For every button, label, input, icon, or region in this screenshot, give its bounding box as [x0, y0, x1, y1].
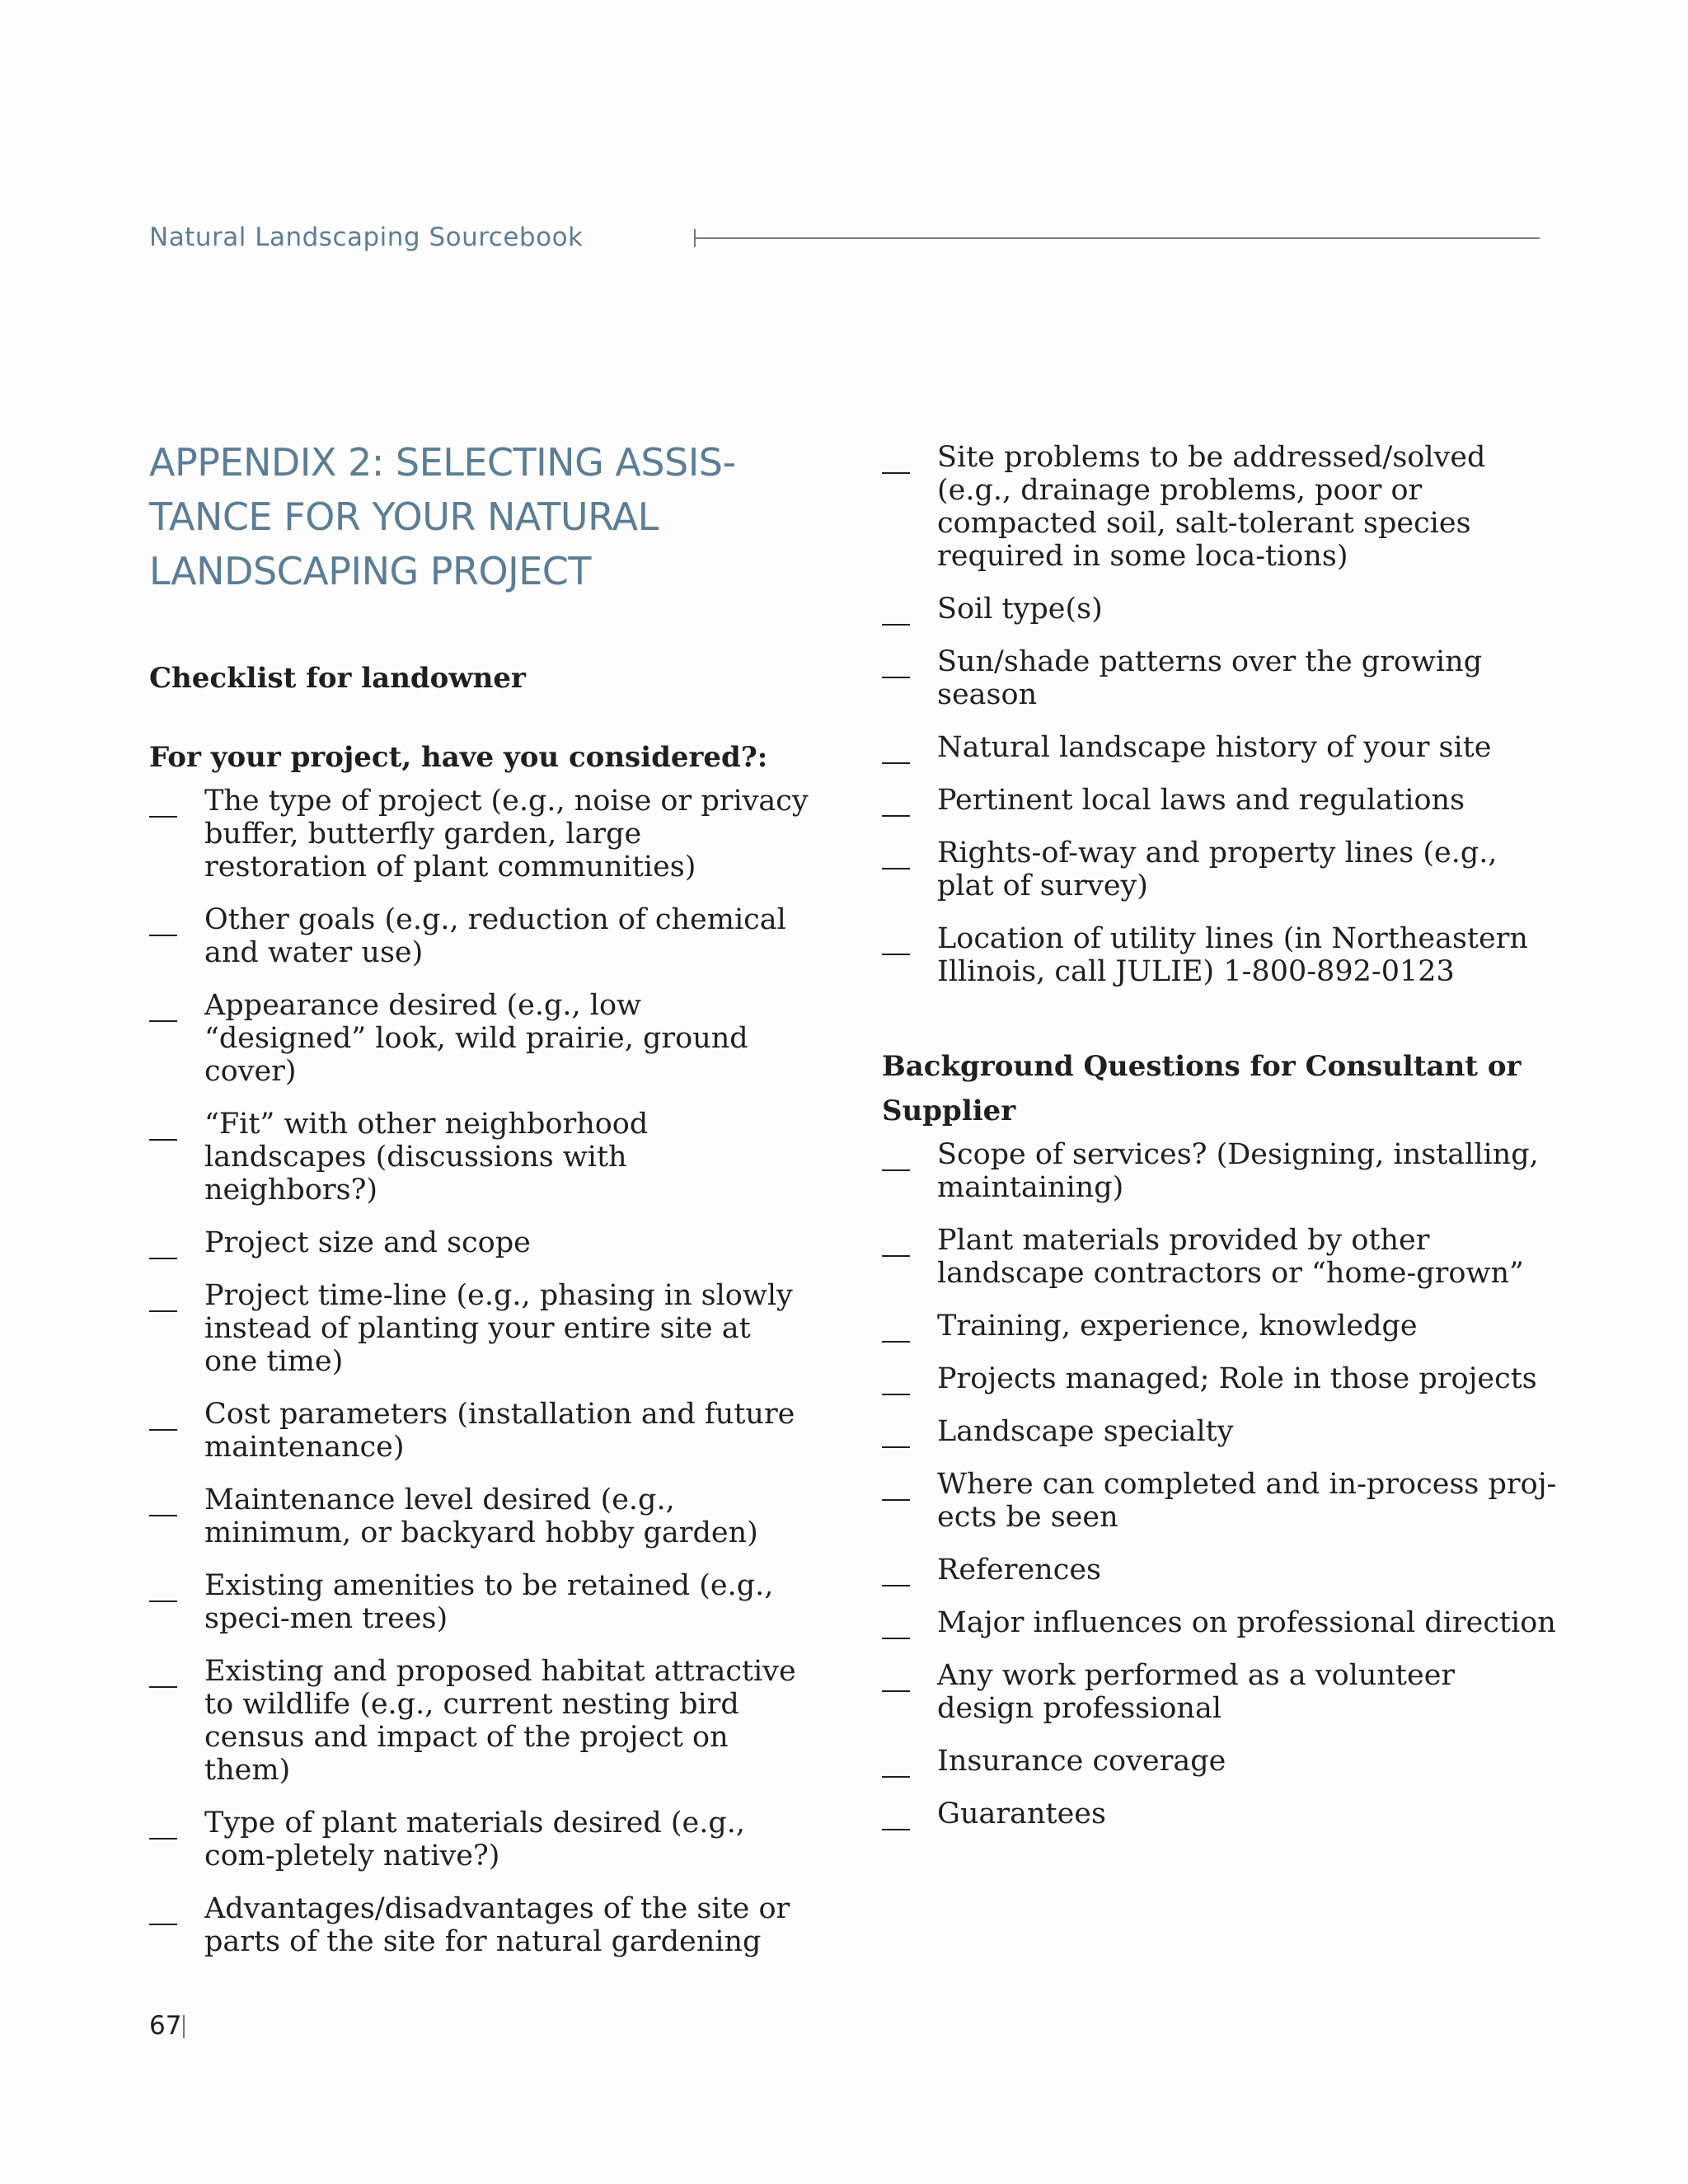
checklist-item	[149, 785, 809, 883]
checklist-item	[149, 903, 809, 969]
appendix-title-line: TANCE FOR YOUR NATURAL	[149, 494, 659, 539]
checklist-item-text: Guarantees	[937, 1797, 1106, 1830]
checklist-item	[149, 1108, 809, 1207]
project-heading: For your project, have you considered?:	[149, 741, 768, 774]
checklist-item	[882, 1606, 1558, 1639]
consultant-checklist	[882, 1138, 1558, 1830]
checklist-item-text: “Fit” with other neighborhood landscapes (discussions with neighbors?)	[204, 1108, 649, 1207]
checklist-item-text: Sun/shade patterns over the growing season	[937, 645, 1483, 711]
checklist-item-text: Other goals (e.g., reduction of chemical and water use)	[204, 903, 786, 969]
checklist-item-text: Scope of services? (Designing, installing, maintaining)	[937, 1138, 1539, 1204]
checklist-item	[882, 1797, 1558, 1830]
checklist-item-text: Maintenance level desired (e.g., minimum, or backyard hobby garden)	[204, 1483, 758, 1549]
appendix-title-line: LANDSCAPING PROJECT	[149, 549, 592, 593]
checklist-item	[149, 1892, 809, 1958]
checklist-item-text: Site problems to be addressed/solved (e.g., drainage problems, poor or compacted soil, salt-tolerant species required in some loca-tions)	[937, 441, 1486, 573]
checklist-item	[882, 1362, 1558, 1395]
checklist-item	[882, 1138, 1558, 1204]
checklist-item-text: Where can completed and in-process proj-ects be seen	[937, 1468, 1557, 1534]
checklist-item	[882, 593, 1558, 626]
checklist-item	[149, 1279, 809, 1378]
checklist-item-text: Projects managed; Role in those projects	[937, 1362, 1537, 1395]
project-checklist	[149, 785, 809, 1958]
checklist-item-text: Major influences on professional direction	[937, 1606, 1556, 1639]
checklist-item-text: Project size and scope	[204, 1226, 531, 1259]
checklist-item	[149, 1398, 809, 1464]
checklist-item-text: Advantages/disadvantages of the site or parts of the site for natural gardening	[204, 1892, 790, 1958]
appendix-title-line: APPENDIX 2: SELECTING ASSIS-	[149, 440, 736, 485]
checklist-item	[882, 1224, 1558, 1290]
checklist-item-text: Rights-of-way and property lines (e.g., plat of survey)	[937, 837, 1498, 902]
checklist-item	[882, 1468, 1558, 1534]
checklist-item	[882, 645, 1558, 711]
checklist-item-text: Existing amenities to be retained (e.g., speci-men trees)	[204, 1569, 774, 1635]
checklist-item-text: Soil type(s)	[937, 593, 1103, 626]
checklist-item	[882, 1659, 1558, 1725]
checklist-item	[149, 1655, 809, 1787]
checklist-item	[882, 922, 1558, 988]
page-number-divider	[183, 2015, 185, 2038]
checklist-item-text: Project time-line (e.g., phasing in slowly instead of planting your entire site at one time)	[204, 1279, 793, 1378]
checklist-item	[882, 731, 1558, 764]
checklist-item	[882, 1415, 1558, 1448]
checklist-item-text: Pertinent local laws and regulations	[937, 784, 1465, 817]
checklist-item-text: The type of project (e.g., noise or privacy buffer, butterfly garden, large restoration of plant communities)	[204, 785, 809, 883]
appendix-title	[149, 435, 809, 598]
checklist-item	[149, 1807, 809, 1872]
checklist-item-text: Cost parameters (installation and future maintenance)	[204, 1398, 795, 1464]
checklist-item	[882, 784, 1558, 817]
checklist-item	[149, 989, 809, 1088]
checklist-item-text: Location of utility lines (in Northeastern Illinois, call JULIE) 1-800-892-0123	[937, 922, 1528, 988]
checklist-item	[149, 1226, 809, 1259]
checklist-item-text: Training, experience, knowledge	[937, 1310, 1418, 1343]
checklist-item-text: Plant materials provided by other landscape contractors or “home-grown”	[937, 1224, 1524, 1290]
checklist-item	[882, 1745, 1558, 1778]
checklist-item	[149, 1483, 809, 1549]
section-gap	[882, 1008, 1558, 1044]
left-column	[149, 435, 809, 1978]
consultant-heading: Background Questions for Consultant or Supplier	[882, 1050, 1522, 1127]
checklist-item-text: Natural landscape history of your site	[937, 731, 1492, 764]
checklist-item-text: References	[937, 1554, 1101, 1586]
checklist-item	[882, 837, 1558, 902]
checklist-item	[882, 441, 1558, 573]
checklist-item-text: Type of plant materials desired (e.g., com-pletely native?)	[204, 1807, 746, 1872]
checklist-item-text: Any work performed as a volunteer design professional	[937, 1659, 1456, 1725]
checklist-item-text: Existing and proposed habitat attractive to wildlife (e.g., current nesting bird census and impact of the project on them)	[204, 1655, 796, 1787]
checklist-item-text: Landscape specialty	[937, 1415, 1234, 1448]
project-checklist-continued	[882, 441, 1558, 988]
checklist-item-text: Appearance desired (e.g., low “designed” look, wild prairie, ground cover)	[204, 989, 748, 1088]
checklist-heading: Checklist for landowner	[149, 662, 526, 695]
checklist-item	[882, 1554, 1558, 1586]
checklist-item-text: Insurance coverage	[937, 1745, 1226, 1778]
checklist-item	[882, 1310, 1558, 1343]
running-header: Natural Landscaping Sourcebook	[149, 223, 584, 252]
header-rule	[694, 237, 1540, 239]
page-number: 67	[149, 2011, 182, 2041]
right-column	[882, 441, 1558, 1850]
checklist-item	[149, 1569, 809, 1635]
